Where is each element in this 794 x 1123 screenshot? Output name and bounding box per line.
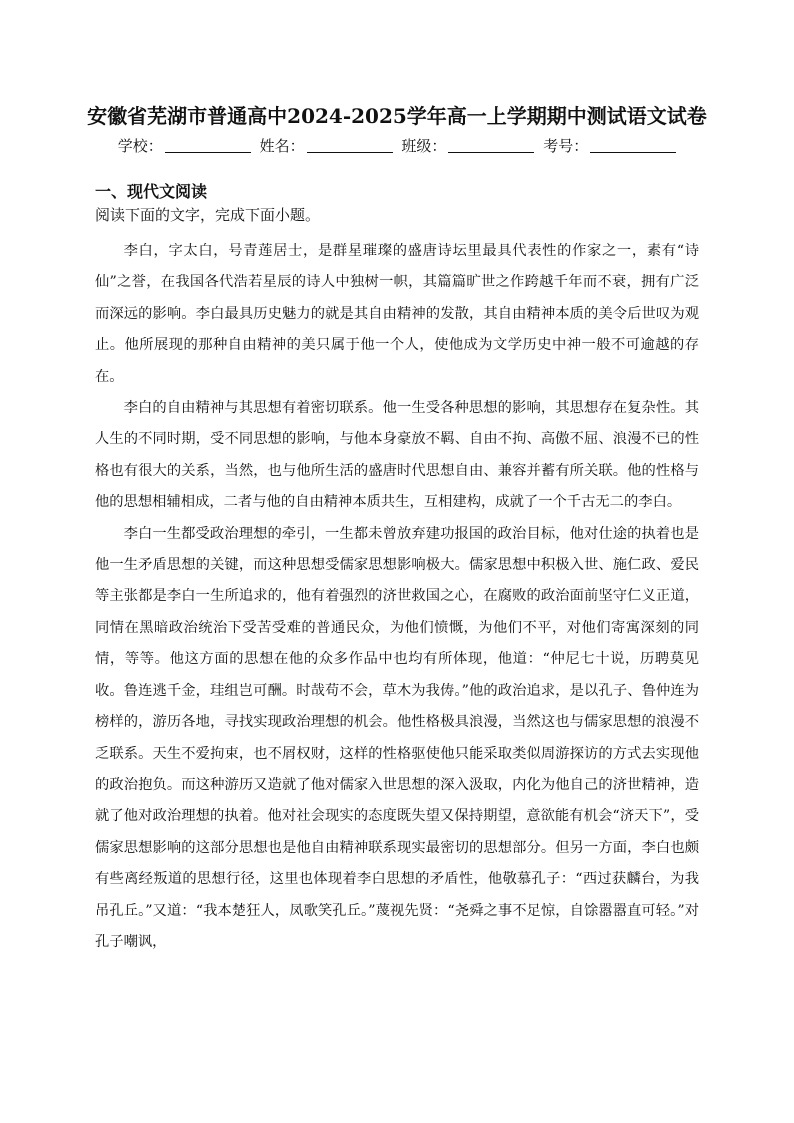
exam-title: 安徽省芜湖市普通高中2024-2025学年高一上学期期中测试语文试卷: [87, 104, 707, 128]
name-label: 姓名：: [259, 137, 305, 155]
name-blank: [307, 136, 393, 153]
school-field: [118, 134, 251, 158]
school-label: 学校：: [117, 137, 163, 155]
reading-passage: [95, 236, 699, 958]
reading-instruction: 阅读下面的文字，完成下面小题。: [95, 206, 321, 224]
passage-paragraph-3: 李白一生都受政治理想的牵引，一生都未曾放弃建功报国的政治目标，他对仕途的执着也是他一生矛盾思想的关键，而这种思想受儒家思想影响极大。儒家思想中积极入世、施仁政、爱民等主张都是李白一生所追求的，他有着强烈的济世救国之心，在腐败的政治面前坚守仁义正道，同情在黑暗政治统治下受苦受难的普通民众，为他们愤慨，为他们不平，对他们寄寓深刻的同情，等等。他这方面的思想在他的众多作品中也均有所体现，他道：“仲尼七十说，历聘莫见收。鲁连逃千金，珪组岂可酬。时哉苟不会，草木为我俦。”他的政治追求，是以孔子、鲁仲连为榜样的，游历各地，寻找实现政治理想的机会。他性格极具浪漫，当然这也与儒家思想的浪漫不乏联系。天生不爱拘束，也不屑权财，这样的性格驱使他只能采取类似周游探访的方式去实现他的政治抱负。而这种游历又造就了他对儒家入世思想的深入汲取，内化为他自己的济世精神，造就了他对政治理想的执着。他对社会现实的态度既失望又保持期望，意欲能有机会“济天下”，受儒家思想影响的这部分思想也是他自由精神联系现实最密切的思想部分。但另一方面，李白也颇有些离经叛道的思想行径，这里也体现着李白思想的矛盾性，他敬慕孔子：“西过获麟台，为我吊孔丘。”又道：“我本楚狂人，凤歌笑孔丘。”蔑视先贤：“尧舜之事不足惊，自馀嚣嚣直可轻。”对孔子嘲讽，: [95, 525, 699, 950]
class-blank: [448, 136, 534, 153]
class-label: 班级：: [401, 137, 447, 155]
name-field: [260, 134, 393, 158]
exam-number-field: [543, 134, 676, 158]
passage-paragraph-2: 李白的自由精神与其思想有着密切联系。他一生受各种思想的影响，其思想存在复杂性。其人生的不同时期，受不同思想的影响，与他本身豪放不羁、自由不拘、高傲不屈、浪漫不已的性格也有很大的关系，当然，也与他所生活的盛唐时代思想自由、兼容并蓄有所关联。他的性格与他的思想相辅相成，二者与他的自由精神本质共生，互相建构，成就了一个千古无二的李白。: [95, 400, 699, 511]
class-field: [401, 134, 534, 158]
section-heading: 一、现代文阅读: [95, 182, 208, 201]
exam-number-blank: [590, 136, 676, 153]
exam-number-label: 考号：: [543, 137, 589, 155]
passage-paragraph-1: 李白，字太白，号青莲居士，是群星璀璨的盛唐诗坛里最具代表性的作家之一，素有“诗仙”之誉，在我国各代浩若星辰的诗人中独树一帜，其篇篇旷世之作跨越千年而不衰，拥有广泛而深远的影响。李白最具历史魅力的就是其自由精神的发散，其自由精神本质的美令后世叹为观止。他所展现的那种自由精神的美只属于他一个人，使他成为文学历史中神一般不可逾越的存在。: [95, 243, 699, 385]
school-blank: [165, 136, 251, 153]
student-info-row: [40, 134, 754, 158]
